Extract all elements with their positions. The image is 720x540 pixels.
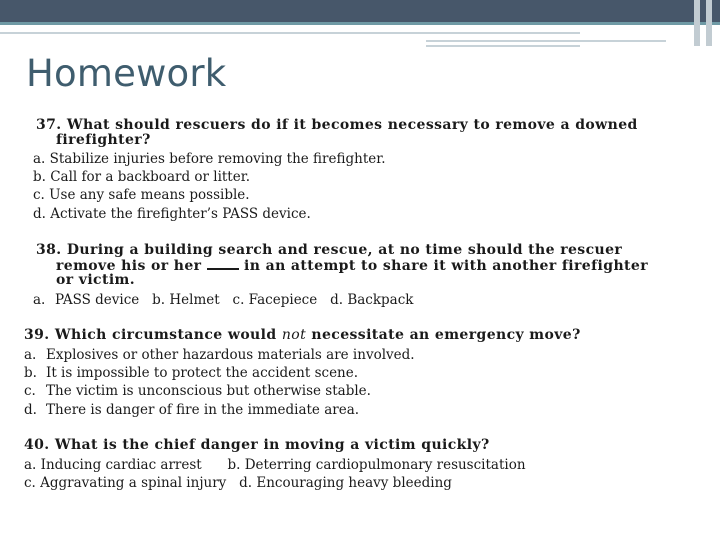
decor-rule-right [426,40,666,42]
q39-option-d [24,401,359,419]
q39-option-c-text: The victim is unconscious but otherwise stable. [46,383,371,399]
q40-options-line2: c. Aggravating a spinal injury d. Encouraging heavy bleeding [24,475,452,491]
question-38-line3: or victim. [56,272,136,288]
question-38 [36,243,622,258]
q39-option-a [24,346,415,364]
decor-bar-1 [694,0,700,46]
decor-rule-short [426,45,580,47]
header-bar [0,0,720,22]
q39-letter-d: d. [24,402,37,418]
decor-rule-left [0,32,580,34]
question-37-line2: firefighter? [56,132,151,148]
question-38-line2-start: remove his or her [56,258,202,274]
q39-letter-c: c. [24,383,36,399]
q38-options [33,291,413,309]
q38-option-letter: a. [33,292,46,308]
q37-option-a: a. Stabilize injuries before removing the firefighter. [33,151,386,167]
q39-option-b-text: It is impossible to protect the accident scene. [46,365,359,381]
question-38-cont [56,258,648,274]
q38-options-text: PASS device b. Helmet c. Facepiece d. Backpack [55,292,414,308]
q39-letter-b: b. [24,365,37,381]
q37-option-b: b. Call for a backboard or litter. [33,169,250,185]
q39-option-b [24,364,358,382]
q39-letter-a: a. [24,347,37,363]
q40-options-line1: a. Inducing cardiac arrest b. Deterring cardiopulmonary resuscitation [24,457,526,473]
question-39-end: necessitate an emergency move? [311,327,581,343]
question-39-emphasis: not [281,327,307,343]
question-37-cont [56,133,151,148]
question-38-cont2 [56,273,135,288]
question-39-start: 39. Which circumstance would [24,327,277,343]
decor-bar-2 [706,0,712,46]
q37-option-d: d. Activate the firefighter’s PASS device. [33,206,311,222]
answer-blank [207,258,239,270]
question-37 [36,118,638,133]
question-37-line1: 37. What should rescuers do if it becomes necessary to remove a downed [36,117,638,133]
q39-option-d-text: There is danger of fire in the immediate area. [46,402,360,418]
question-39 [24,328,581,343]
question-38-line2-end: in an attempt to share it with another firefighter [244,258,648,274]
q37-option-c: c. Use any safe means possible. [33,187,250,203]
slide-title: Homework [26,52,227,95]
question-40: 40. What is the chief danger in moving a victim quickly? [24,437,490,453]
question-38-line1: 38. During a building search and rescue, at no time should the rescuer [36,242,623,258]
header-accent-line [0,22,720,25]
q39-option-c [24,382,371,400]
q39-option-a-text: Explosives or other hazardous materials are involved. [46,347,415,363]
